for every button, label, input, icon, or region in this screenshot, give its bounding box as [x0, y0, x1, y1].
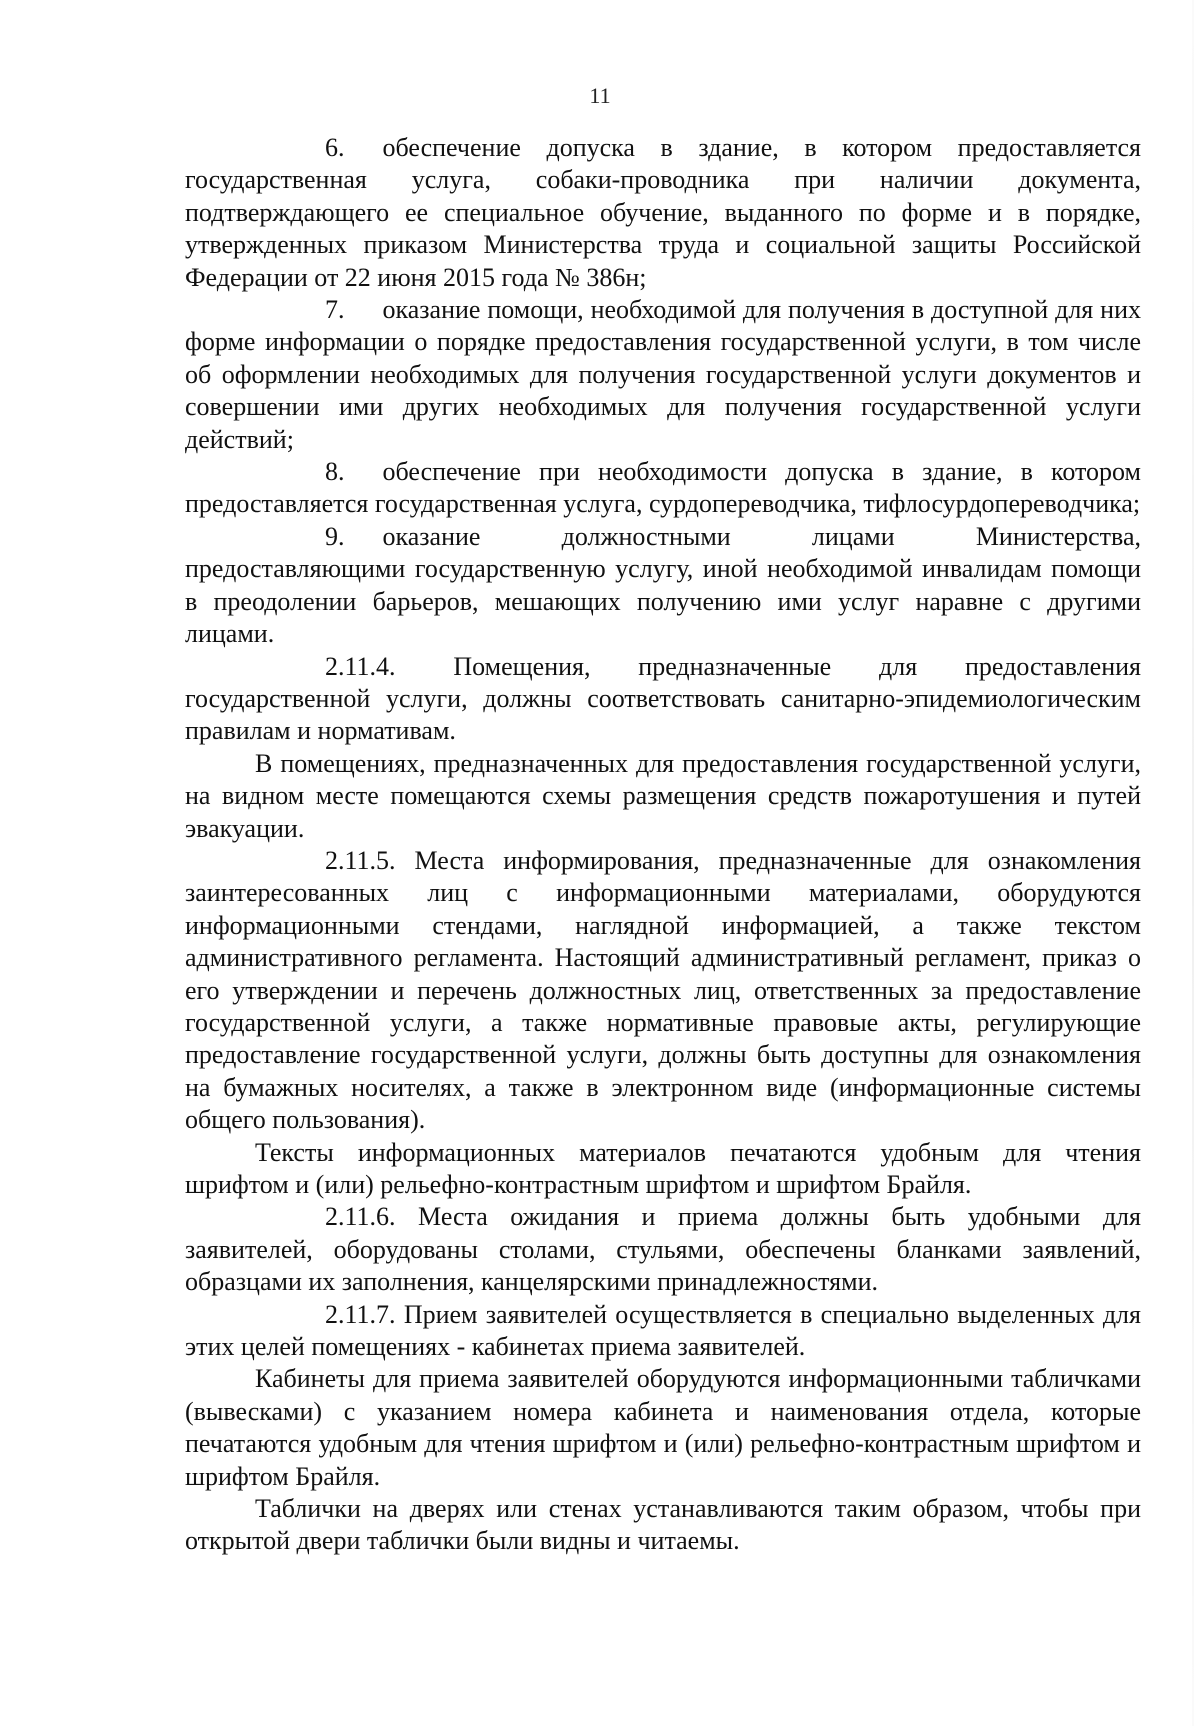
scan-edge-shadow	[1192, 0, 1194, 1726]
section-2-11-5	[185, 845, 1141, 1137]
section-text: Прием заявителей осуществляется в специально выделенных для этих целей помещениях - кабинетах приема заявителей.	[185, 1299, 1141, 1362]
item-number: 9.	[325, 521, 345, 551]
section-number: 2.11.7.	[325, 1299, 396, 1329]
paragraph-evacuation-schemes	[185, 748, 1141, 845]
list-item-8	[185, 456, 1141, 521]
paragraph-text: В помещениях, предназначенных для предоставления государственной услуги, на видном месте помещаются схемы размещения средств пожаротушения и путей эвакуации.	[185, 748, 1141, 843]
section-number: 2.11.4.	[325, 651, 396, 681]
section-number: 2.11.5.	[325, 845, 396, 875]
item-text: оказание должностными лицами Министерства, предоставляющими государственную услугу, иной необходимой инвалидам помощи в преодолении барьеров, мешающих получению ими услуг наравне с другими лицами.	[185, 521, 1141, 649]
item-number: 8.	[325, 457, 345, 487]
item-number: 7.	[325, 295, 345, 325]
paragraph-text: Таблички на дверях или стенах устанавливаются таким образом, чтобы при открытой двери таблички были видны и читаемы.	[185, 1494, 1141, 1556]
paragraph-text: Кабинеты для приема заявителей оборудуются информационными табличками (вывесками) с указанием номера кабинета и наименования отдела, которые печатаются удобным для чтения шрифтом и (или) рельефно-контрастным шрифтом и шрифтом Брайля.	[185, 1364, 1141, 1491]
section-text: Места ожидания и приема должны быть удобными для заявителей, оборудованы столами, стульями, обеспечены бланками заявлений, образцами их заполнения, канцелярскими принадлежностями.	[185, 1202, 1141, 1297]
paragraph-braille-texts	[185, 1137, 1141, 1202]
list-item-7	[185, 294, 1141, 456]
section-2-11-6	[185, 1201, 1141, 1298]
section-2-11-7	[185, 1299, 1141, 1364]
item-text: обеспечение допуска в здание, в котором предоставляется государственная услуга, собаки-проводника при наличии документа, подтверждающего ее специальное обучение, выданного по форме и в порядке, утвержденных приказом Министерства труда и социальной защиты Российской Федерации от 22 июня 2015 года № 386н;	[185, 133, 1141, 292]
section-text: Места информирования, предназначенные для ознакомления заинтересованных лиц с информационными материалами, оборудуются информационными стендами, наглядной информацией, а также текстом административного регламента. Настоящий административный регламент, приказ о его утверждении и перечень должностных лиц, ответственных за предоставление государственной услуги, а также нормативные правовые акты, регулирующие предоставление государственной услуги, должны быть доступны для ознакомления на бумажных носителях, а также в электронном виде (информационные системы общего пользования).	[185, 845, 1141, 1135]
section-text: Помещения, предназначенные для предоставления государственной услуги, должны соответствовать санитарно-эпидемиологическим правилам и нормативам.	[185, 651, 1141, 746]
section-number: 2.11.6.	[325, 1202, 396, 1232]
item-text: оказание помощи, необходимой для получения в доступной для них форме информации о порядке предоставления государственной услуги, в том числе об оформлении необходимых для получения государственной услуги документов и совершении ими других необходимых для получения государственной услуги действий;	[185, 295, 1141, 454]
section-2-11-4	[185, 651, 1141, 748]
item-number: 6.	[325, 133, 345, 162]
list-item-9	[185, 521, 1141, 651]
paragraph-office-signs	[185, 1363, 1141, 1493]
page-number: 11	[589, 83, 611, 108]
item-text: обеспечение при необходимости допуска в здание, в котором предоставляется государственная услуга, сурдопереводчика, тифлосурдопереводчика;	[185, 457, 1141, 519]
paragraph-text: Тексты информационных материалов печатаются удобным для чтения шрифтом и (или) рельефно-контрастным шрифтом и шрифтом Брайля.	[185, 1137, 1141, 1199]
list-item-6	[185, 132, 1141, 294]
document-body	[185, 132, 1141, 1558]
paragraph-door-plates	[185, 1493, 1141, 1558]
